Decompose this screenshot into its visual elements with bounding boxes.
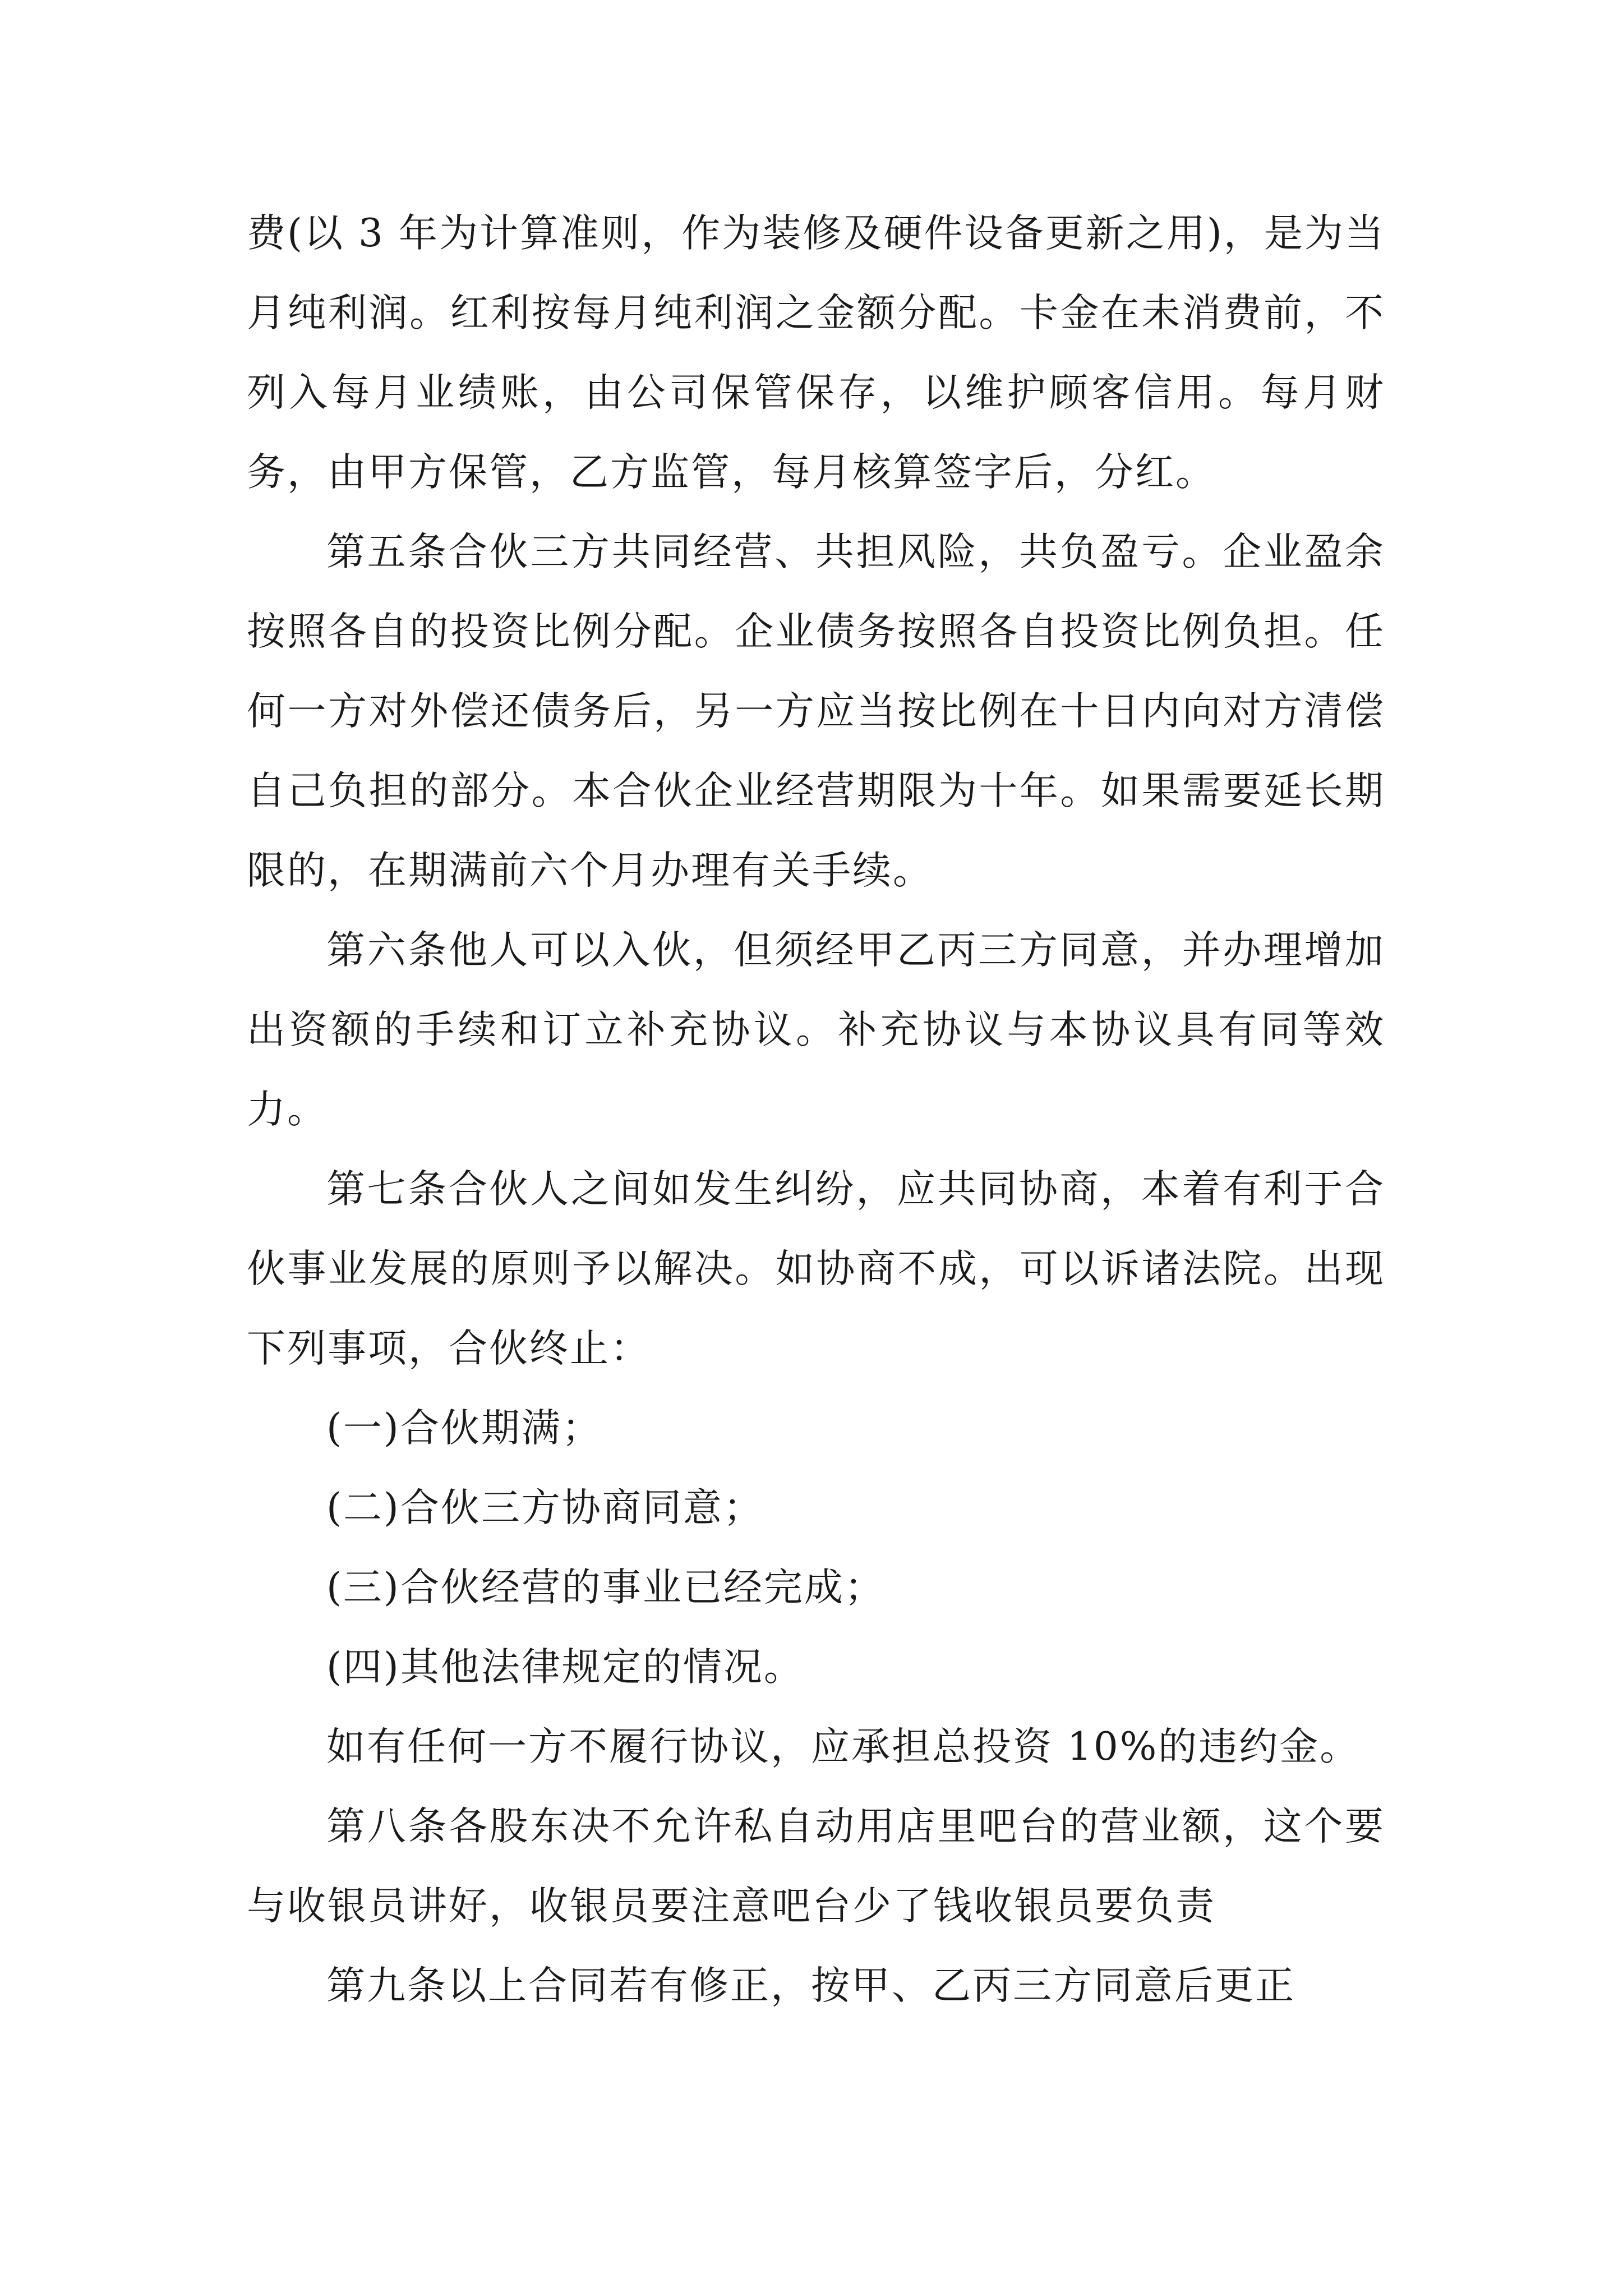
paragraph-article-7: 第七条合伙人之间如发生纠纷，应共同协商，本着有利于合伙事业发展的原则予以解决。如协商不成，可以诉诸法院。出现下列事项，合伙终止： [247,1167,1385,1371]
list-item-termination-2: (二)合伙三方协商同意； [326,1485,764,1530]
paragraph-article-6: 第六条他人可以入伙，但须经甲乙丙三方同意，并办理增加出资额的手续和订立补充协议。补充协议与本协议具有同等效力。 [247,928,1385,1132]
paragraph-article-8: 第八条各股东决不允许私自动用店里吧台的营业额，这个要与收银员讲好，收银员要注意吧台少了钱收银员要负责 [247,1804,1385,1929]
paragraph-continuation-fees: 费(以 3 年为计算准则，作为装修及硬件设备更新之用)，是为当月纯利润。红利按每月纯利润之金额分配。卡金在未消费前，不列入每月业绩账，由公司保管保存，以维护顾客信用。每月财务，由甲方保管，乙方监管，每月核算签字后，分红。 [247,211,1385,495]
document-body [247,194,1385,2026]
list-item-termination-3: (三)合伙经营的事业已经完成； [326,1565,885,1610]
list-item-termination-1: (一)合伙期满； [326,1406,602,1451]
paragraph-breach-penalty: 如有任何一方不履行协议，应承担总投资 10%的违约金。 [326,1724,1361,1769]
paragraph-article-5: 第五条合伙三方共同经营、共担风险，共负盈亏。企业盈余按照各自的投资比例分配。企业债务按照各自投资比例负担。任何一方对外偿还债务后，另一方应当按比例在十日内向对方清偿自己负担的部分。本合伙企业经营期限为十年。如果需要延长期限的，在期满前六个月办理有关手续。 [247,530,1385,893]
list-item-termination-4: (四)其他法律规定的情况。 [326,1645,804,1690]
paragraph-article-9: 第九条以上合同若有修正，按甲、乙丙三方同意后更正 [326,1963,1295,2008]
